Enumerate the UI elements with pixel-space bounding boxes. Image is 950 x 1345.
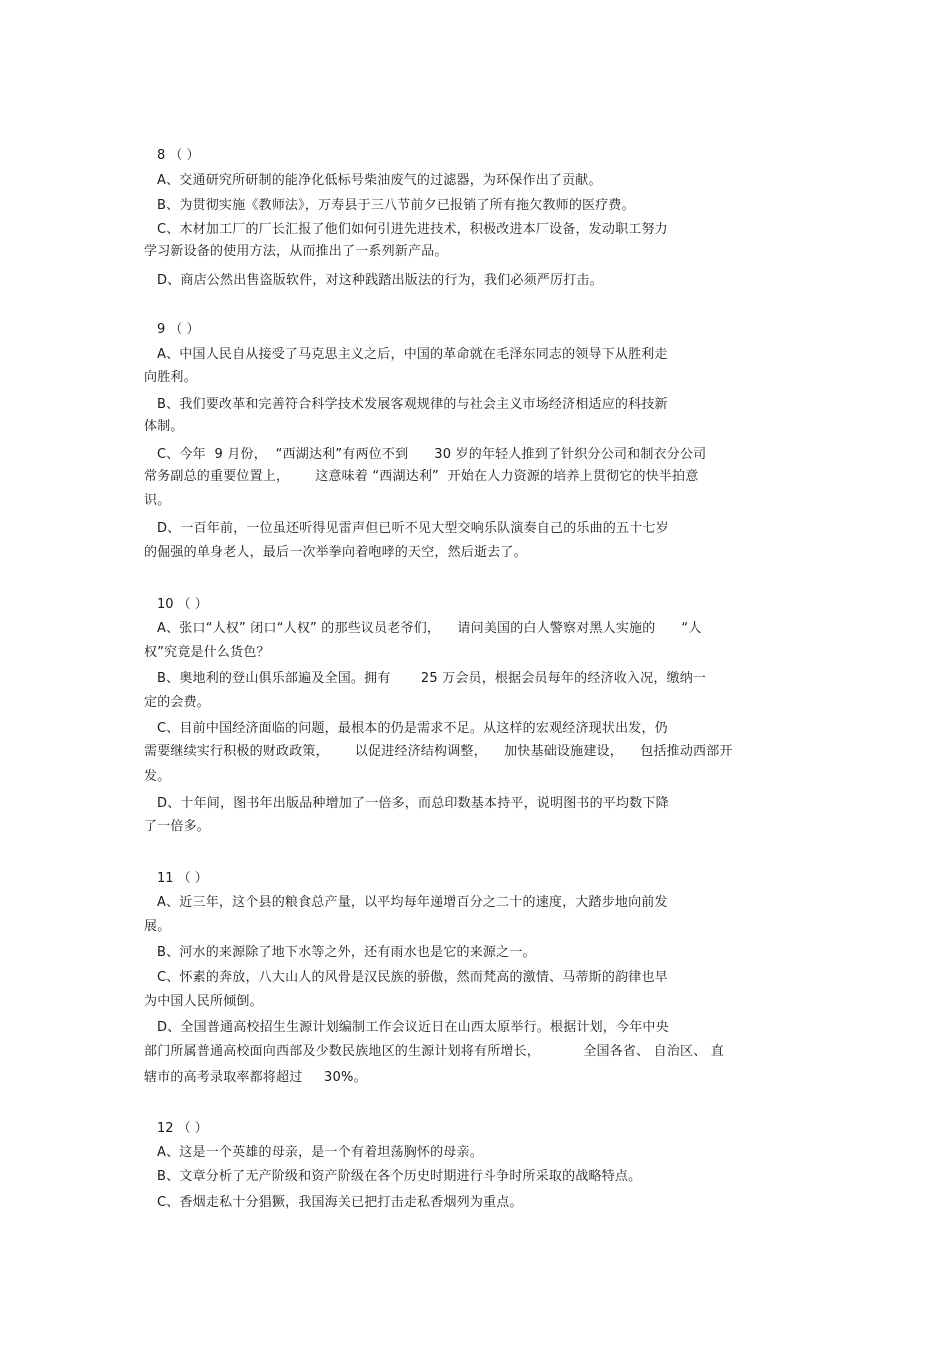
option-c-continued: 发。 [144,769,171,784]
question-number: 12 （ ） [157,1121,208,1136]
option-d: D、一百年前，一位虽还听得见雷声但已听不见大型交响乐队演奏自己的乐曲的五十七岁 [157,521,669,536]
option-c-continued: 为中国人民所倾倒。 [144,994,263,1009]
option-b: B、为贯彻实施《教师法》，万寿县于三八节前夕已报销了所有拖欠教师的医疗费。 [157,198,635,213]
option-c: C、今年 9 月份， “西湖达利”有两位不到 30 岁的年轻人推到了针织分公司和制衣分公司 [157,447,707,462]
option-c-continued: 常务副总的重要位置上， 这意味着 “西湖达利” 开始在人力资源的培养上贯彻它的快半拍意 [144,469,699,484]
option-c-continued: 学习新设备的使用方法，从而推出了一系列新产品。 [144,244,448,259]
option-b-continued: 体制。 [144,419,184,434]
option-a: A、这是一个英雄的母亲，是一个有着坦荡胸怀的母亲。 [157,1145,483,1160]
option-b: B、河水的来源除了地下水等之外，还有雨水也是它的来源之一。 [157,945,536,960]
option-d-continued: 部门所属普通高校面向西部及少数民族地区的生源计划将有所增长， 全国各省、 自治区、 直 [144,1044,724,1059]
question-number: 9 （ ） [157,322,200,337]
option-b-continued: 定的会费。 [144,695,211,710]
option-a-continued: 展。 [144,919,171,934]
option-a: A、交通研究所研制的能净化低标号柴油废气的过滤器，为环保作出了贡献。 [157,173,602,188]
option-d-continued: 辖市的高考录取率都将超过 30%。 [144,1070,367,1085]
option-b: B、我们要改革和完善符合科学技术发展客观规律的与社会主义市场经济相适应的科技新 [157,397,668,412]
question-number: 11 （ ） [157,871,208,886]
option-c: C、怀素的奔放，八大山人的风骨是汉民族的骄傲，然而梵高的激情、马蒂斯的韵律也早 [157,970,668,985]
option-c-continued: 需要继续实行积极的财政政策， 以促进经济结构调整， 加快基础设施建设， 包括推动西部开 [144,744,733,759]
option-c: C、目前中国经济面临的问题，最根本的仍是需求不足。从这样的宏观经济现状出发，仍 [157,721,668,736]
option-d-continued: 的倔强的单身老人，最后一次举拳向着咆哮的天空，然后逝去了。 [144,545,527,560]
option-a: A、近三年，这个县的粮食总产量，以平均每年递增百分之二十的速度，大踏步地向前发 [157,895,668,910]
option-b: B、奥地利的登山俱乐部遍及全国。拥有 25 万会员，根据会员每年的经济收入况，缴纳一 [157,671,707,686]
option-d: D、商店公然出售盗版软件，对这种践踏出版法的行为，我们必须严厉打击。 [157,273,603,288]
option-d: D、十年间，图书年出版品种增加了一倍多，而总印数基本持平，说明图书的平均数下降 [157,796,669,811]
option-a-continued: 向胜利。 [144,370,197,385]
option-d-continued: 了一倍多。 [144,819,211,834]
option-a: A、张口“人权” 闭口“人权” 的那些议员老爷们， 请问美国的白人警察对黑人实施的 “人 [157,621,702,636]
option-a-continued: 权”究竟是什么货色？ [144,645,270,660]
option-d: D、全国普通高校招生生源计划编制工作会议近日在山西太原举行。根据计划，今年中央 [157,1020,669,1035]
option-a: A、中国人民自从接受了马克思主义之后，中国的革命就在毛泽东同志的领导下从胜利走 [157,347,668,362]
question-number: 8 （ ） [157,148,200,163]
question-number: 10 （ ） [157,597,208,612]
option-c: C、木材加工厂的厂长汇报了他们如何引进先进技术，积极改进本厂设备，发动职工努力 [157,222,668,237]
option-b: B、文章分析了无产阶级和资产阶级在各个历史时期进行斗争时所采取的战略特点。 [157,1169,642,1184]
option-c-continued: 识。 [144,493,171,508]
option-c: C、香烟走私十分猖獗，我国海关已把打击走私香烟列为重点。 [157,1195,523,1210]
